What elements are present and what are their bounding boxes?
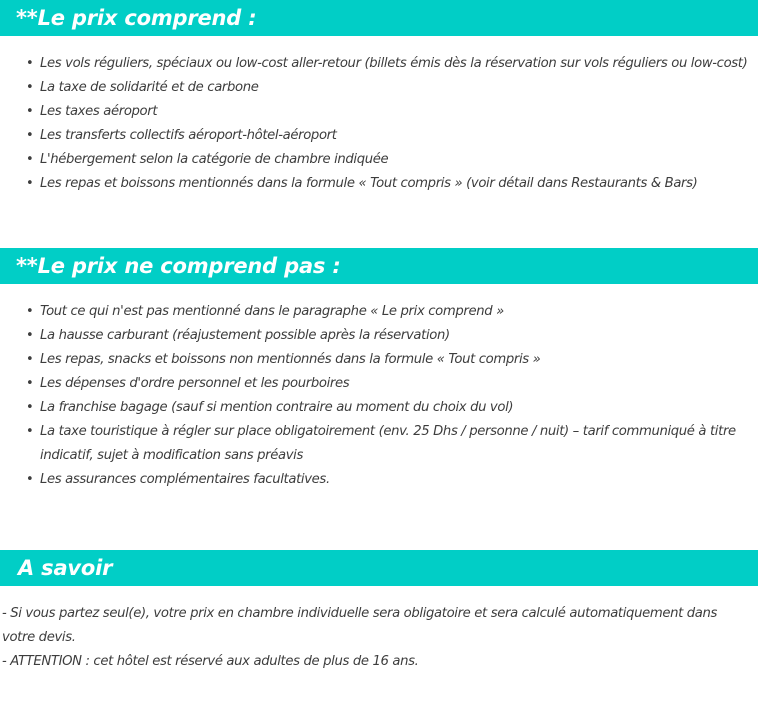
list-item: • Les assurances complémentaires facultatives.: [0, 468, 758, 492]
list-item: • L'hébergement selon la catégorie de chambre indiquée: [0, 148, 758, 172]
section-header-excluded-title: **Le prix ne comprend pas :: [16, 253, 341, 278]
list-item: • La franchise bagage (sauf si mention contraire au moment du choix du vol): [0, 396, 758, 420]
excluded-list: [0, 300, 758, 492]
spacer-between-included-and-excluded: [0, 196, 758, 248]
spacer-after-included-header: [0, 36, 758, 52]
list-item: • La hausse carburant (réajustement possible après la réservation): [0, 324, 758, 348]
note-paragraph: - ATTENTION : cet hôtel est réservé aux adultes de plus de 16 ans.: [2, 654, 419, 669]
spacer-after-goodtoknow-header: [0, 586, 758, 602]
list-item: • Les vols réguliers, spéciaux ou low-cost aller-retour (billets émis dès la réservation sur vols réguliers ou low-cost): [0, 52, 758, 76]
list-item: • Les transferts collectifs aéroport-hôtel-aéroport: [0, 124, 758, 148]
included-list: [0, 52, 758, 196]
list-item: • Les taxes aéroport: [0, 100, 758, 124]
list-item: • La taxe touristique à régler sur place obligatoirement (env. 25 Dhs / personne / nuit) – tarif communiqué à titre indicatif, sujet à modification sans préavis: [0, 420, 758, 468]
spacer-between-excluded-and-goodtoknow: [0, 492, 758, 550]
section-header-included: [0, 0, 758, 36]
list-item: • Tout ce qui n'est pas mentionné dans le paragraphe « Le prix comprend »: [0, 300, 758, 324]
list-item: • Les repas, snacks et boissons non mentionnés dans la formule « Tout compris »: [0, 348, 758, 372]
good-to-know-notes: [0, 602, 758, 674]
list-item: • Les dépenses d'ordre personnel et les pourboires: [0, 372, 758, 396]
list-item: • La taxe de solidarité et de carbone: [0, 76, 758, 100]
spacer-after-excluded-header: [0, 284, 758, 300]
list-item: • Les repas et boissons mentionnés dans la formule « Tout compris » (voir détail dans Restaurants & Bars): [0, 172, 758, 196]
section-header-good-to-know: [0, 550, 758, 586]
section-header-included-title: **Le prix comprend :: [16, 5, 257, 30]
section-header-good-to-know-title: A savoir: [18, 555, 113, 580]
section-header-excluded: [0, 248, 758, 284]
note-paragraph: - Si vous partez seul(e), votre prix en chambre individuelle sera obligatoire et sera calculé automatiquement dans votre devis.: [2, 606, 718, 645]
